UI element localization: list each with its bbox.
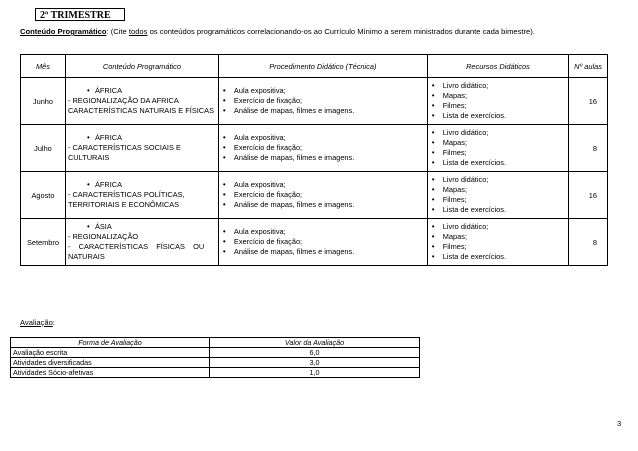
avaliacao-row bbox=[11, 368, 420, 378]
conteudo-intro bbox=[20, 27, 535, 36]
mes-cell: Julho bbox=[21, 125, 66, 172]
procedimento-cell bbox=[218, 219, 427, 266]
mes-cell: Agosto bbox=[21, 172, 66, 219]
header-recursos: Recursos Didáticos bbox=[427, 55, 568, 78]
recursos-cell bbox=[427, 219, 568, 266]
conteudo-topic: • ÁFRICA bbox=[68, 180, 216, 190]
procedimento-item: • Aula expositiva; bbox=[221, 227, 425, 237]
procedimento-item: • Análise de mapas, filmes e imagens. bbox=[221, 200, 425, 210]
conteudo-todos: todos bbox=[128, 27, 148, 36]
procedimento-item: • Aula expositiva; bbox=[221, 180, 425, 190]
procedimento-item: • Exercício de fixação; bbox=[221, 143, 425, 153]
avaliacao-header-row bbox=[11, 338, 420, 348]
mes-cell: Setembro bbox=[21, 219, 66, 266]
conteudo-cell bbox=[65, 125, 218, 172]
conteudo-line: TERRITORIAIS E ECONÔMICAS bbox=[67, 200, 180, 209]
forma-cell: Avaliação escrita bbox=[11, 348, 210, 358]
recursos-cell bbox=[427, 125, 568, 172]
header-procedimento: Procedimento Didático (Técnica) bbox=[218, 55, 427, 78]
valor-cell: 3,0 bbox=[210, 358, 420, 368]
recursos-cell bbox=[427, 172, 568, 219]
recurso-item: • Livro didático; bbox=[430, 175, 566, 185]
avaliacao-row bbox=[11, 348, 420, 358]
procedimento-item: • Aula expositiva; bbox=[221, 86, 425, 96]
recurso-item: • Mapas; bbox=[430, 232, 566, 242]
header-forma: Forma de Avaliação bbox=[11, 338, 210, 348]
trimestre-box: 2º TRIMESTRE bbox=[35, 8, 125, 21]
conteudo-line: NATURAIS bbox=[67, 252, 105, 261]
procedimento-item: • Aula expositiva; bbox=[221, 133, 425, 143]
conteudo-line: CARACTERÍSTICAS NATURAIS E FÍSICAS bbox=[67, 106, 214, 115]
plan-table bbox=[20, 54, 608, 266]
header-valor: Valor da Avaliação bbox=[210, 338, 420, 348]
recurso-item: • Filmes; bbox=[430, 195, 566, 205]
plan-row bbox=[21, 172, 608, 219]
conteudo-topic: • ÁSIA bbox=[68, 222, 216, 232]
recurso-item: • Lista de exercícios. bbox=[430, 252, 566, 262]
valor-cell: 1,0 bbox=[210, 368, 420, 378]
plan-row bbox=[21, 125, 608, 172]
valor-cell: 6,0 bbox=[210, 348, 420, 358]
conteudo-line: - CARACTERÍSTICAS POLÍTICAS, bbox=[67, 190, 185, 199]
recurso-item: • Lista de exercícios. bbox=[430, 205, 566, 215]
conteudo-cell bbox=[65, 172, 218, 219]
forma-cell: Atividades diversificadas bbox=[11, 358, 210, 368]
conteudo-pre: : (Cite bbox=[106, 27, 129, 36]
recursos-cell bbox=[427, 78, 568, 125]
recurso-item: • Mapas; bbox=[430, 91, 566, 101]
procedimento-cell bbox=[218, 78, 427, 125]
recurso-item: • Mapas; bbox=[430, 138, 566, 148]
procedimento-item: • Exercício de fixação; bbox=[221, 96, 425, 106]
recurso-item: • Mapas; bbox=[430, 185, 566, 195]
procedimento-item: • Exercício de fixação; bbox=[221, 190, 425, 200]
recurso-item: • Livro didático; bbox=[430, 222, 566, 232]
header-conteudo: Conteúdo Programático bbox=[65, 55, 218, 78]
procedimento-item: • Exercício de fixação; bbox=[221, 237, 425, 247]
recurso-item: • Filmes; bbox=[430, 148, 566, 158]
conteudo-topic: • ÁFRICA bbox=[68, 133, 216, 143]
conteudo-line: - REGIONALIZAÇÃO bbox=[67, 232, 139, 241]
recurso-item: • Filmes; bbox=[430, 101, 566, 111]
conteudo-line: - CARACTERÍSTICAS SOCIAIS E bbox=[67, 143, 181, 152]
forma-cell: Atividades Sócio-afetivas bbox=[11, 368, 210, 378]
procedimento-cell bbox=[218, 172, 427, 219]
conteudo-cell bbox=[65, 78, 218, 125]
procedimento-item: • Análise de mapas, filmes e imagens. bbox=[221, 247, 425, 257]
recurso-item: • Lista de exercícios. bbox=[430, 158, 566, 168]
procedimento-item: • Análise de mapas, filmes e imagens. bbox=[221, 106, 425, 116]
recurso-item: • Filmes; bbox=[430, 242, 566, 252]
aulas-cell: 8 bbox=[569, 125, 608, 172]
plan-header-row bbox=[21, 55, 608, 78]
conteudo-topic: • ÁFRICA bbox=[68, 86, 216, 96]
procedimento-cell bbox=[218, 125, 427, 172]
avaliacao-row bbox=[11, 358, 420, 368]
conteudo-label: Conteúdo Programático bbox=[20, 27, 107, 36]
recurso-item: • Livro didático; bbox=[430, 81, 566, 91]
page-number: 3 bbox=[617, 419, 622, 428]
recurso-item: • Livro didático; bbox=[430, 128, 566, 138]
aulas-cell: 16 bbox=[569, 78, 608, 125]
plan-row bbox=[21, 219, 608, 266]
plan-row bbox=[21, 78, 608, 125]
recurso-item: • Lista de exercícios. bbox=[430, 111, 566, 121]
header-mes: Mês bbox=[21, 55, 66, 78]
conteudo-cell bbox=[65, 219, 218, 266]
conteudo-line: - REGIONALIZAÇÃO DA AFRICA bbox=[67, 96, 179, 105]
mes-cell: Junho bbox=[21, 78, 66, 125]
conteudo-post: os conteúdos programáticos correlacionando-os ao Currículo Mínimo a serem ministrados durante cada bimestre). bbox=[147, 27, 535, 36]
aulas-cell: 16 bbox=[569, 172, 608, 219]
header-aulas: Nº aulas bbox=[569, 55, 608, 78]
conteudo-line: - CARACTERÍSTICAS FÍSICAS OU bbox=[67, 242, 205, 251]
conteudo-line: CULTURAIS bbox=[67, 153, 110, 162]
avaliacao-title: Avaliação: bbox=[20, 318, 55, 327]
avaliacao-table bbox=[10, 337, 420, 378]
procedimento-item: • Análise de mapas, filmes e imagens. bbox=[221, 153, 425, 163]
aulas-cell: 8 bbox=[569, 219, 608, 266]
